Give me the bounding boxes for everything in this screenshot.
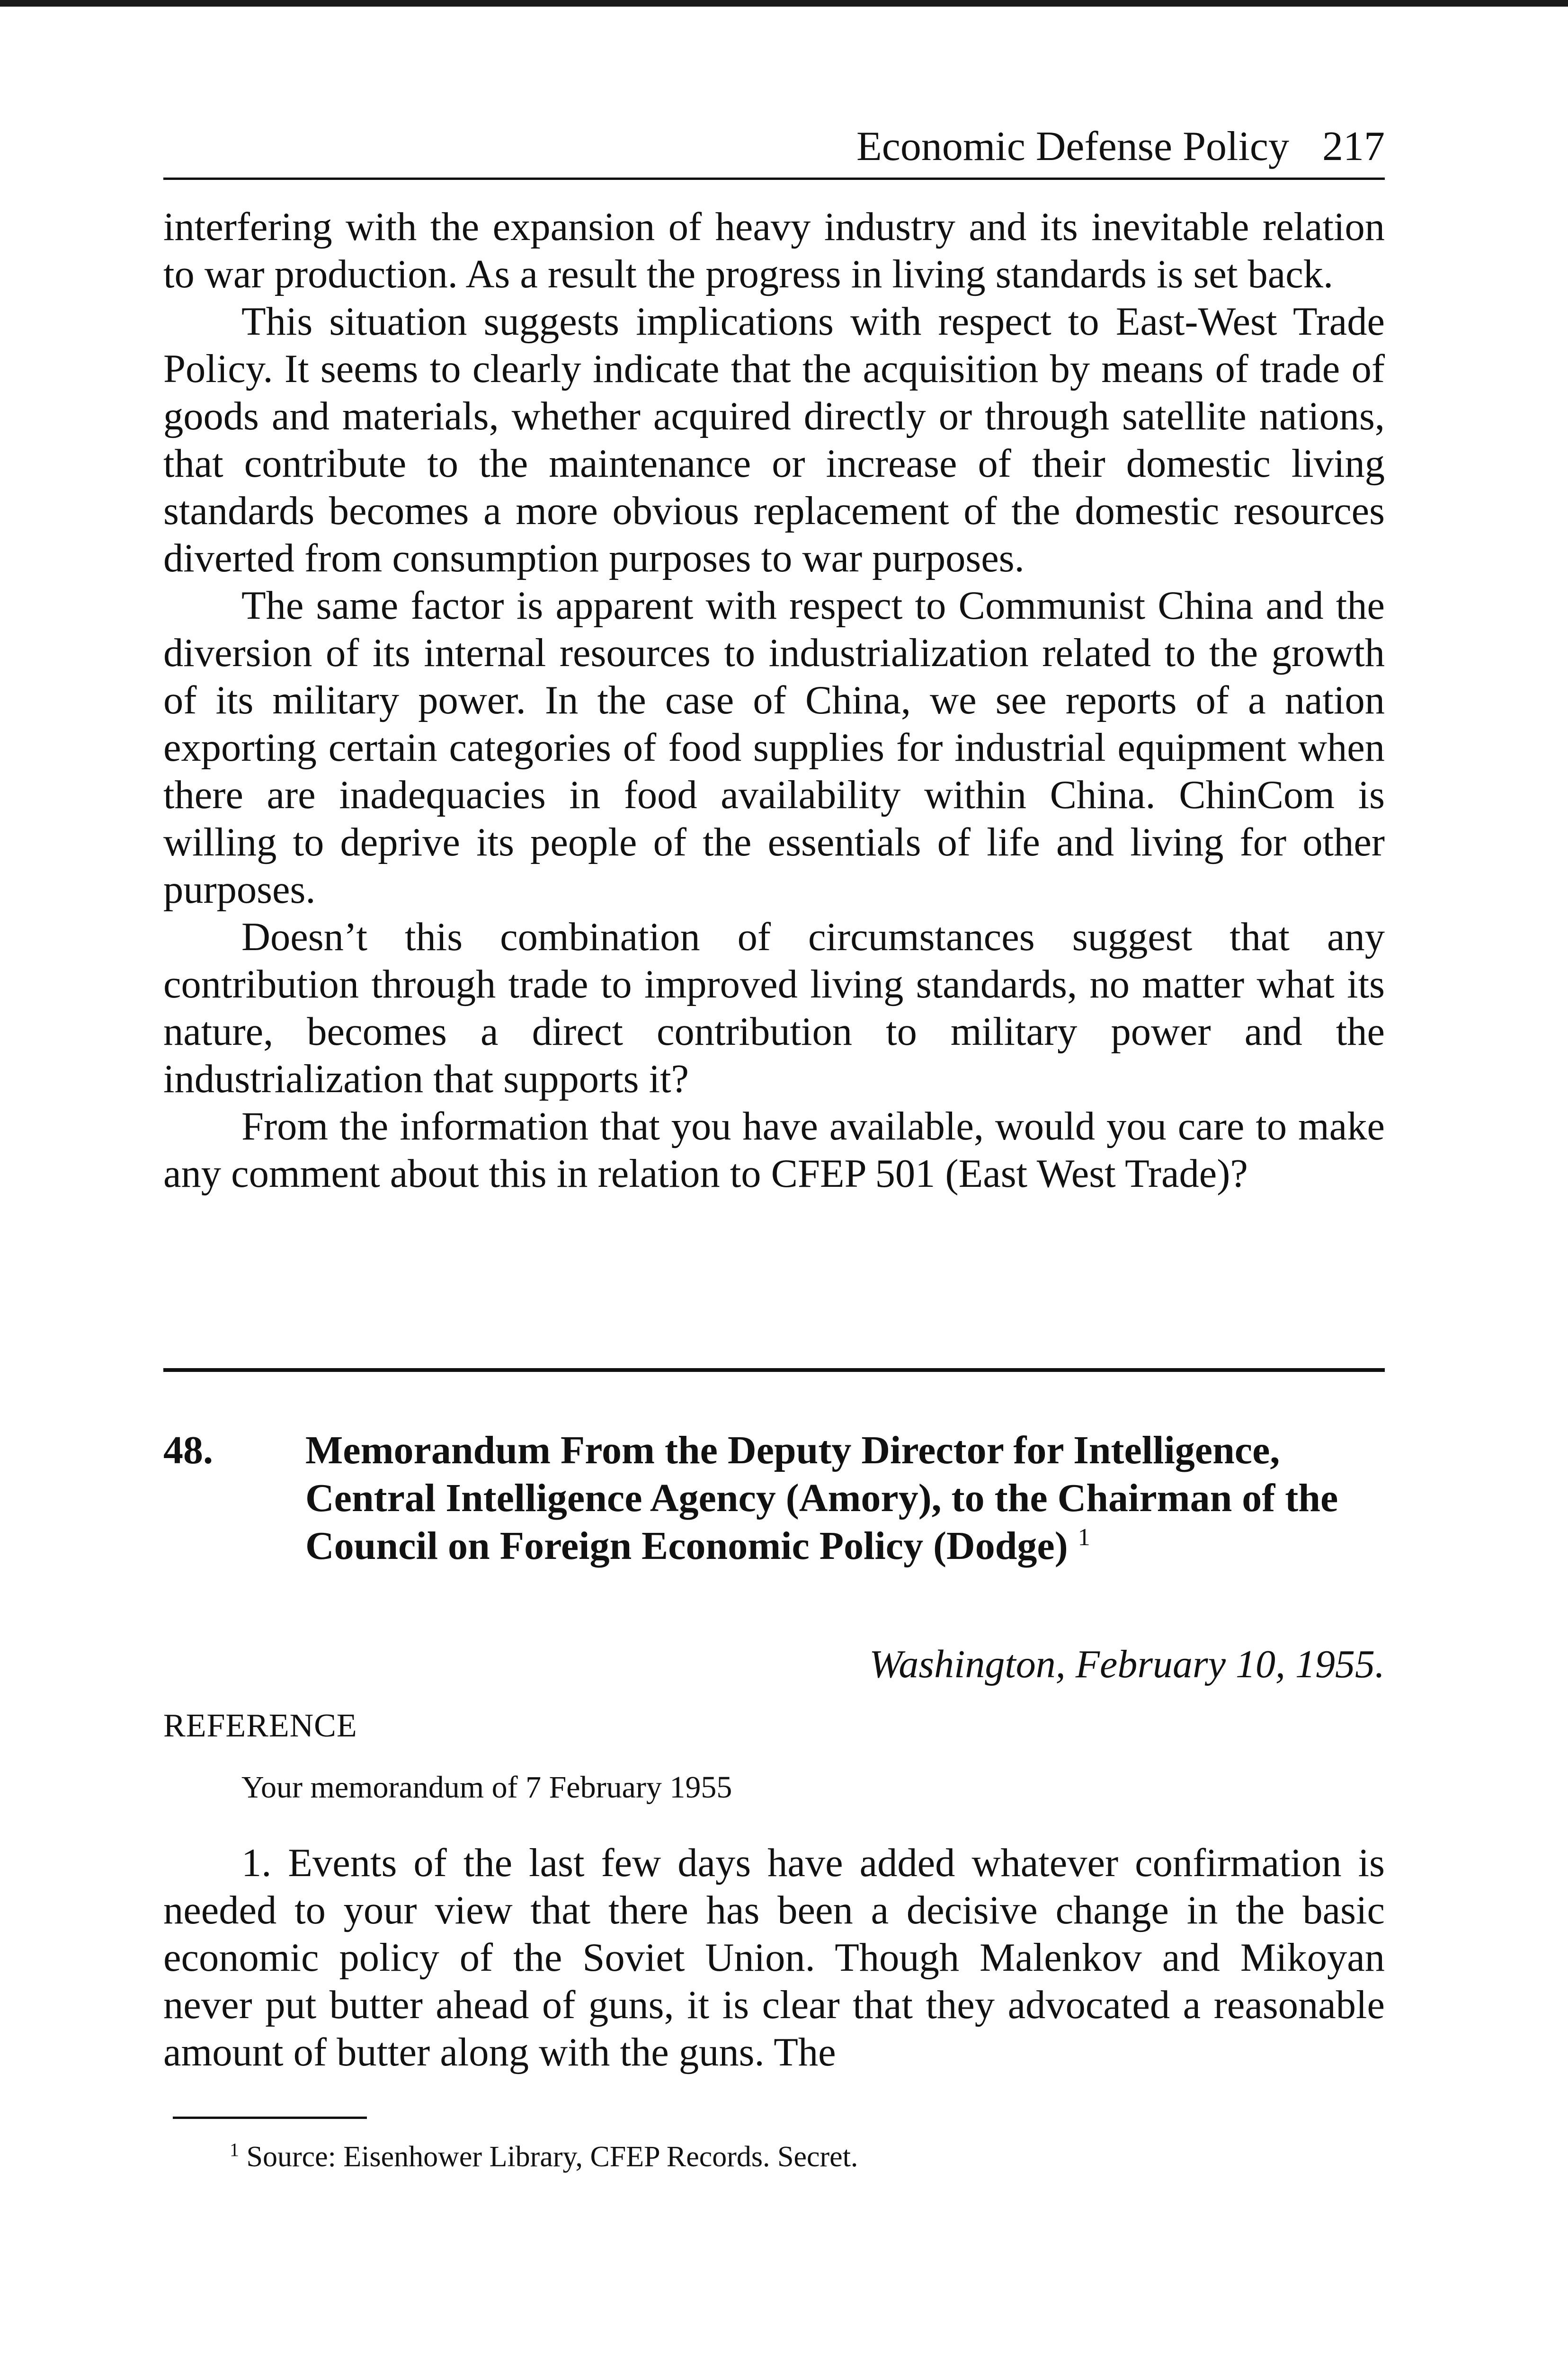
document-title-block <box>305 1426 1385 1570</box>
continued-text <box>163 204 1385 1198</box>
footnote <box>230 2138 1385 2176</box>
footnote-reference: 1 <box>1078 1524 1090 1551</box>
paragraph: interfering with the expansion of heavy industry and its inevitable relation to war production. As a result the progress in living standards is set back. <box>163 205 1385 296</box>
paragraph: This situation suggests implications with respect to East-West Trade Policy. It seems to clearly indicate that the acquisition by means of trade of goods and materials, whether acquired directly or through satellite nations, that contribute to the maintenance or increase of their domestic living standards becomes a more obvious replacement of the domestic resources diverted from consumption purposes to war purposes. <box>163 300 1385 580</box>
paragraph: From the information that you have available, would you care to make any comment about this in relation to CFEP 501 (East West Trade)? <box>163 1104 1385 1196</box>
memo-paragraph-1: 1. Events of the last few days have added whatever confirmation is needed to your view that there has been a decisive change in the basic economic policy of the Soviet Union. Though Malenkov and Mikoyan never put butter ahead of guns, it is clear that they advocated a reasonable amount of butter along with the guns. The <box>163 1841 1385 2074</box>
paragraph: The same factor is apparent with respect to Communist China and the diversion of its internal resources to industrialization related to the growth of its military power. In the case of China, we see reports of a nation exporting certain categories of food supplies for industrial equipment when there are inadequacies in food availability within China. ChinCom is willing to deprive its people of the essentials of life and living for other purposes. <box>163 584 1385 912</box>
dateline: Washington, February 10, 1955. <box>869 1642 1385 1686</box>
document-title: Memorandum From the Deputy Director for Intelligence, Central Intelligence Agency (Amory), to the Chairman of the Council on Foreign Economic Policy (Dodge) <box>305 1428 1338 1568</box>
running-head <box>163 121 1385 180</box>
footnote-text: Source: Eisenhower Library, CFEP Records. Secret. <box>246 2141 858 2173</box>
footnote-mark: 1 <box>230 2139 239 2161</box>
running-head-title: Economic Defense Policy <box>856 124 1289 169</box>
document-number: 48. <box>163 1428 213 1472</box>
reference-label: REFERENCE <box>163 1708 357 1744</box>
page <box>163 121 1385 2176</box>
top-scan-border <box>0 0 1568 7</box>
page-number: 217 <box>1322 124 1385 169</box>
footnote-rule <box>173 2117 367 2119</box>
document-heading <box>163 1426 1385 1570</box>
paragraph: Doesn’t this combination of circumstances suggest that any contribution through trade to improved living standards, no matter what its nature, becomes a direct contribution to military power and the industrialization that supports it? <box>163 915 1385 1101</box>
reference-text: Your memorandum of 7 February 1955 <box>241 1770 732 1805</box>
section-divider <box>163 1368 1385 1372</box>
